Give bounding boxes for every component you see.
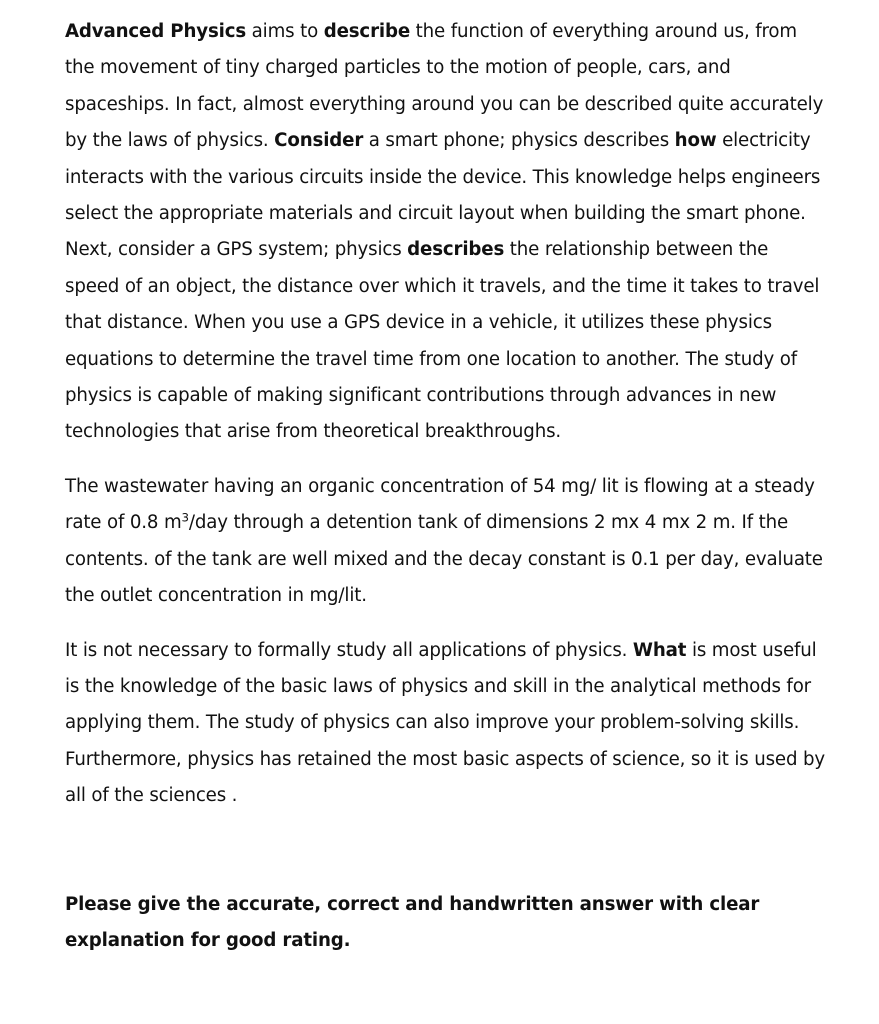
- bold-term: Consider: [274, 130, 364, 152]
- bold-term: describe: [323, 21, 411, 42]
- text-run: is most useful is the knowledge of the basic laws of physics and skill in the analytical methods for applying them. The study of physics can also improve your problem-solving skills. Furthermore, physics has retained the most basic aspects of science, so it is used by all of the sciences .: [65, 639, 825, 807]
- text-run: It is not necessary to formally study all applications of physics.: [65, 639, 633, 661]
- text-run: the function of everything around us, from the movement of tiny charged particles to the motion of people, cars, and spaceships. In fact, almost everything around you can be described quite accurately by the laws of physics.: [65, 21, 824, 152]
- intro-paragraph: [65, 14, 825, 451]
- text-run: aims to: [246, 21, 324, 42]
- text-run: The wastewater having an organic concentration of 54 mg/ lit is flowing at a steady rate of 0.8 m: [65, 475, 815, 534]
- problem-paragraph: [65, 469, 825, 615]
- request-text: Please give the accurate, correct and handwritten answer with clear explanation for good rating.: [65, 893, 760, 951]
- bold-term: how: [674, 130, 717, 152]
- document-body: [65, 14, 825, 959]
- text-run: /day through a detention tank of dimensions 2 mx 4 mx 2 m. If the contents. of the tank are well mixed and the decay constant is 0.1 per day, evaluate the outlet concentration in mg/lit.: [65, 512, 823, 607]
- bold-term: What: [632, 639, 687, 661]
- text-run: a smart phone; physics describes: [363, 130, 675, 152]
- request-note: [65, 887, 825, 960]
- superscript: 3: [181, 510, 189, 525]
- bold-term: describes: [407, 239, 505, 261]
- bold-term: Advanced Physics: [65, 21, 247, 42]
- text-run: the relationship between the speed of an object, the distance over which it travels, and the time it takes to travel that distance. When you use a GPS device in a vehicle, it utilizes these physics equations to determine the travel time from one location to another. The study of physics is capable of making significant contributions through advances in new technologies that arise from theoretical breakthroughs.: [65, 239, 820, 443]
- text-run: electricity interacts with the various circuits inside the device. This knowledge helps engineers select the appropriate materials and circuit layout when building the smart phone. Next, consider a GPS system; physics: [65, 130, 821, 261]
- closing-paragraph: [65, 633, 825, 815]
